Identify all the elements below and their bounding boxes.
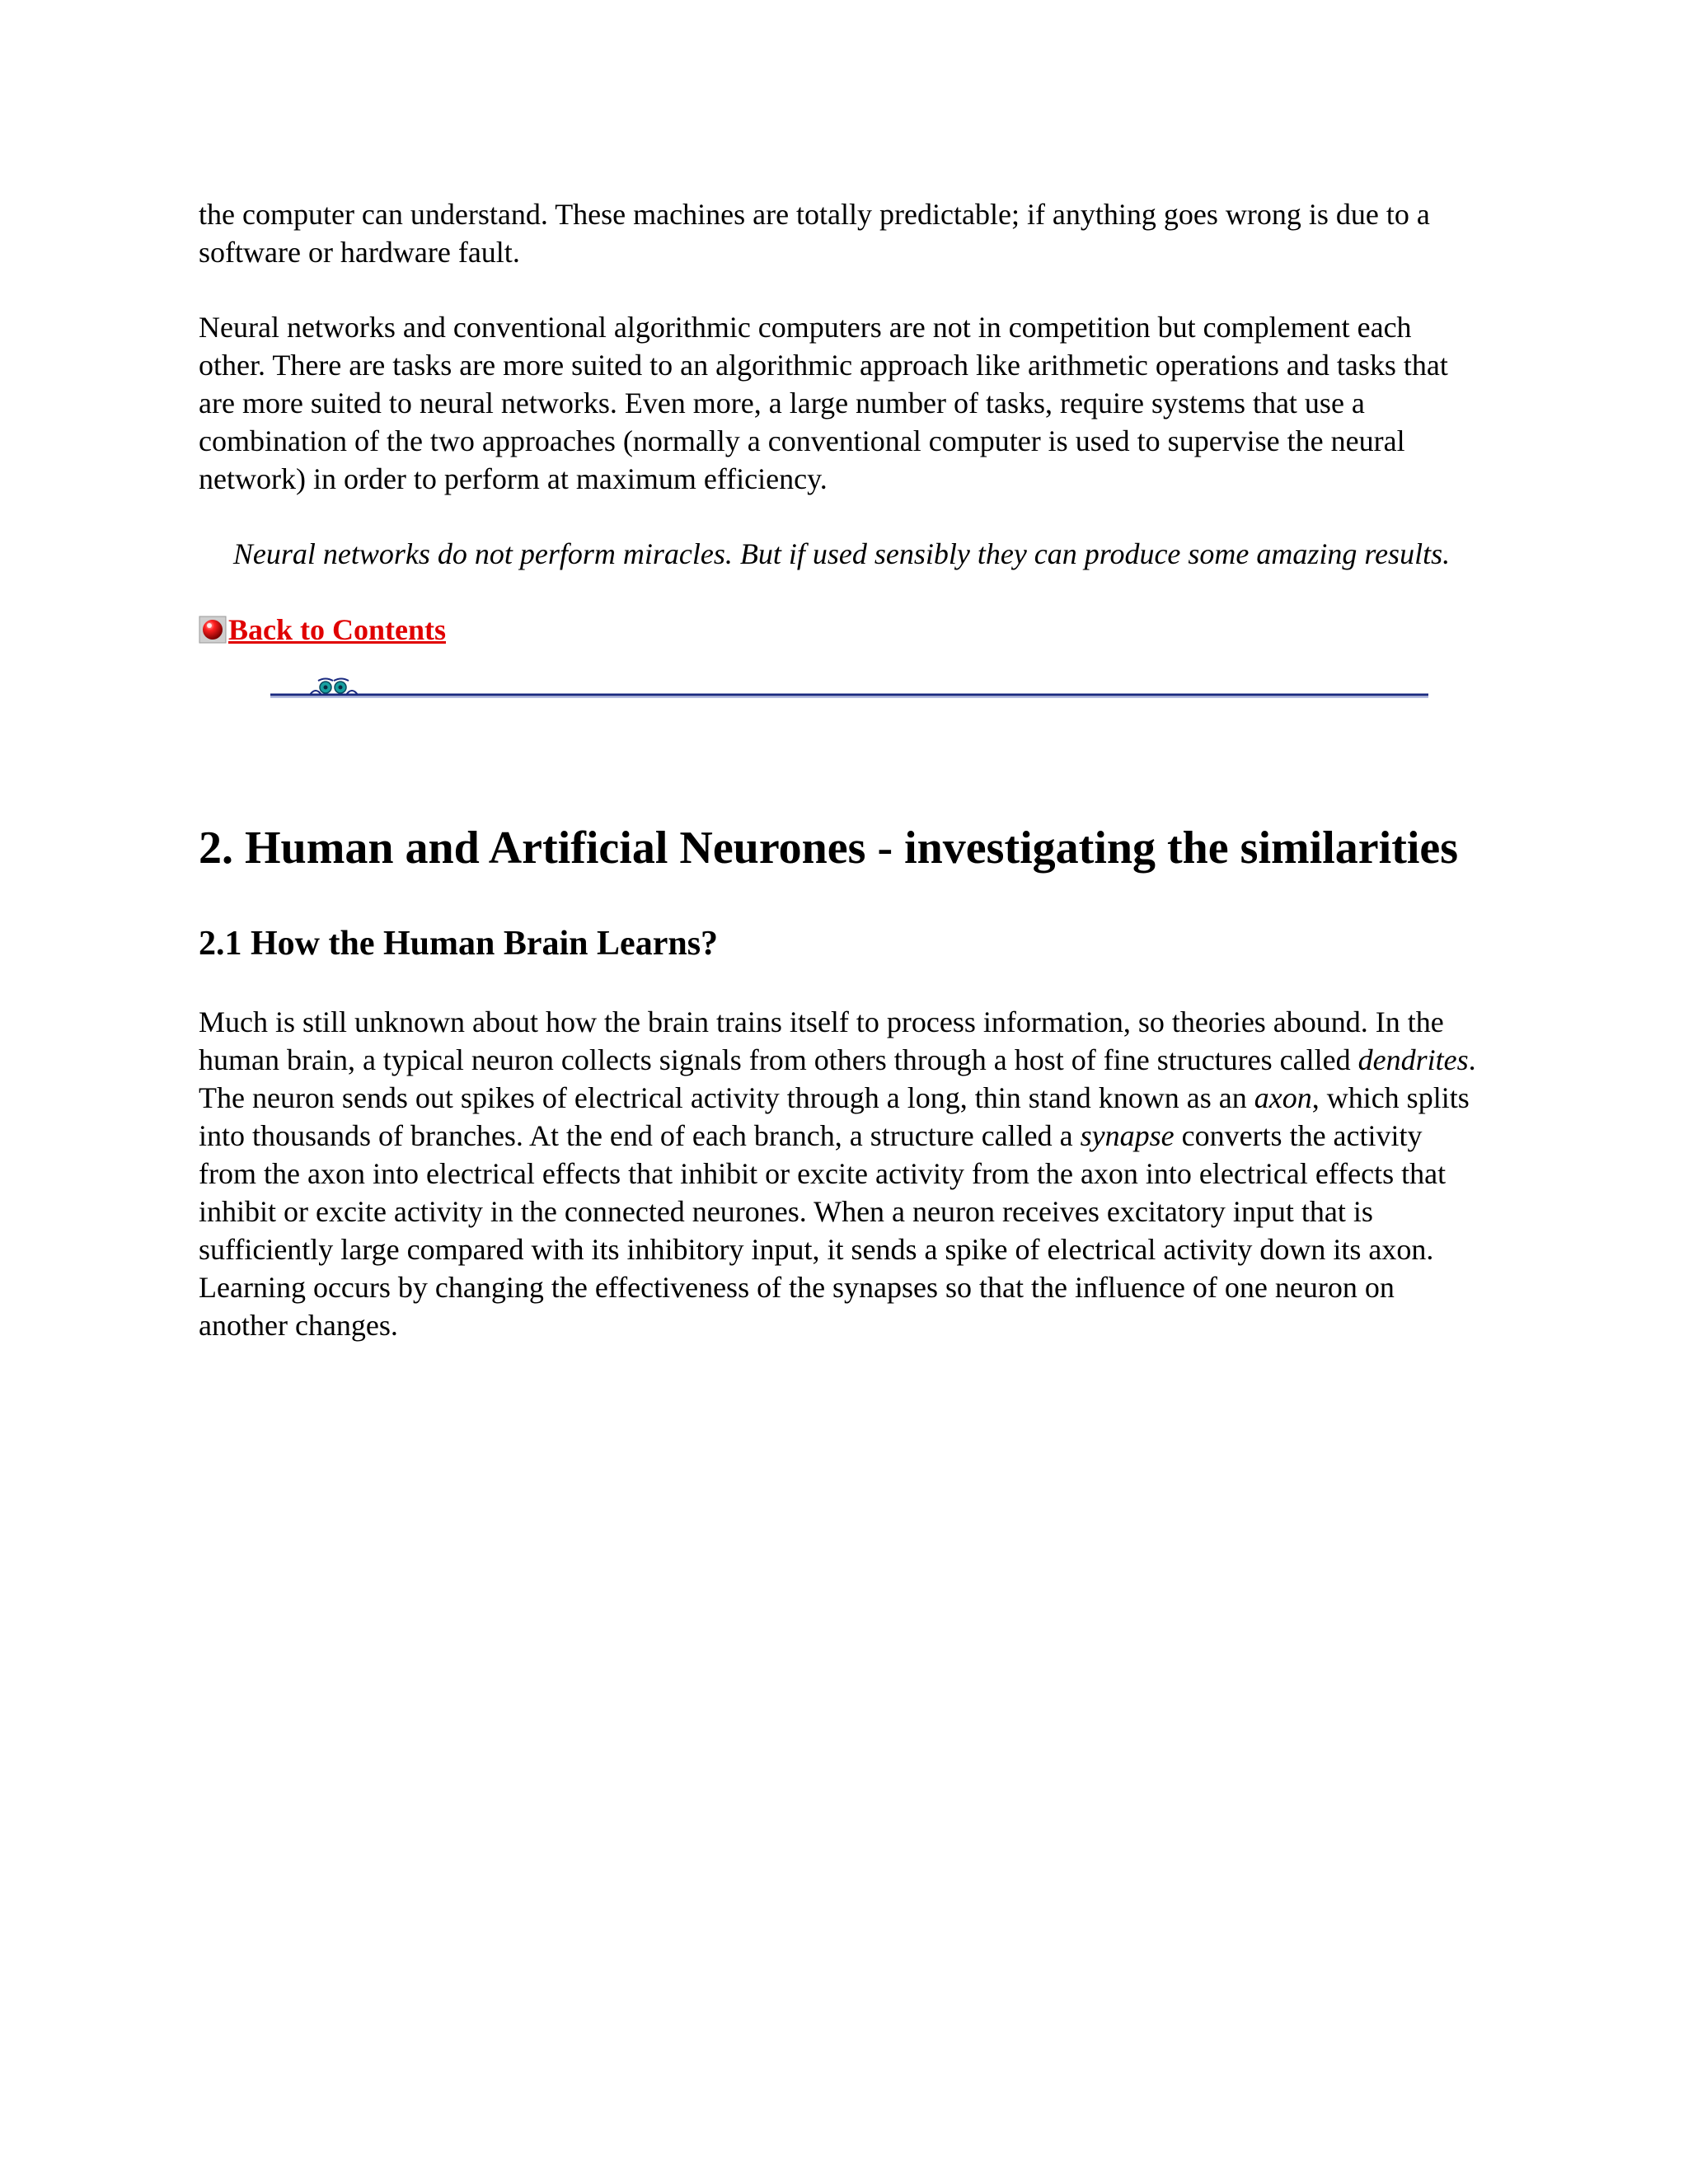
italic-quote: Neural networks do not perform miracles. But if used sensibly they can produce some amazing results. [232,537,1451,570]
term-synapse: synapse [1080,1119,1175,1152]
neural-vs-conventional-paragraph: Neural networks and conventional algorithmic computers are not in competition but complement each other. There are tasks are more suited to an algorithmic approach like arithmetic operations and tasks that are more suited to neural networks. Even more, a large number of tasks, require systems that use a combination of the two approaches (normally a conventional computer is used to supervise the neural network) in order to perform at maximum efficiency. [199,311,1448,495]
eyes-divider-icon [270,675,1428,700]
document-page [199,195,1484,1344]
term-dendrites: dendrites [1357,1043,1469,1076]
text-segment: , which splits into thousands of branches. At the end of each branch, a structure called a [199,1081,1470,1152]
text-segment: . The neuron sends out spikes of electrical activity through a long, thin stand known as an [199,1043,1476,1114]
text-segment: converts the activity from the axon into electrical effects that inhibit or excite activity from the axon into electrical effects that inhibit or excite activity in the connected neurones. When a neuron receives excitatory input that is sufficiently large compared with its inhibitory input, it sends a spike of electrical activity down its axon. Learning occurs by changing the effectiveness of the synapses so that the influence of one neuron on another changes. [199,1119,1447,1342]
text-segment: Much is still unknown about how the brain trains itself to process information, so theories abound. In the human brain, a typical neuron collects signals from others through a host of fine structures called [199,1005,1444,1076]
section-heading: 2. Human and Artificial Neurones - investigating the similarities [199,823,1459,874]
term-axon: axon [1254,1081,1312,1114]
back-to-contents-row[interactable] [199,611,1484,649]
subsection-heading: 2.1 How the Human Brain Learns? [199,925,719,963]
red-ball-icon[interactable] [199,616,227,644]
intro-paragraph-continued: the computer can understand. These machines are totally predictable; if anything goes wrong is due to a software or hardware fault. [199,198,1430,269]
back-to-contents-link[interactable]: Back to Contents [228,613,447,646]
brain-learning-paragraph [199,1003,1484,1344]
